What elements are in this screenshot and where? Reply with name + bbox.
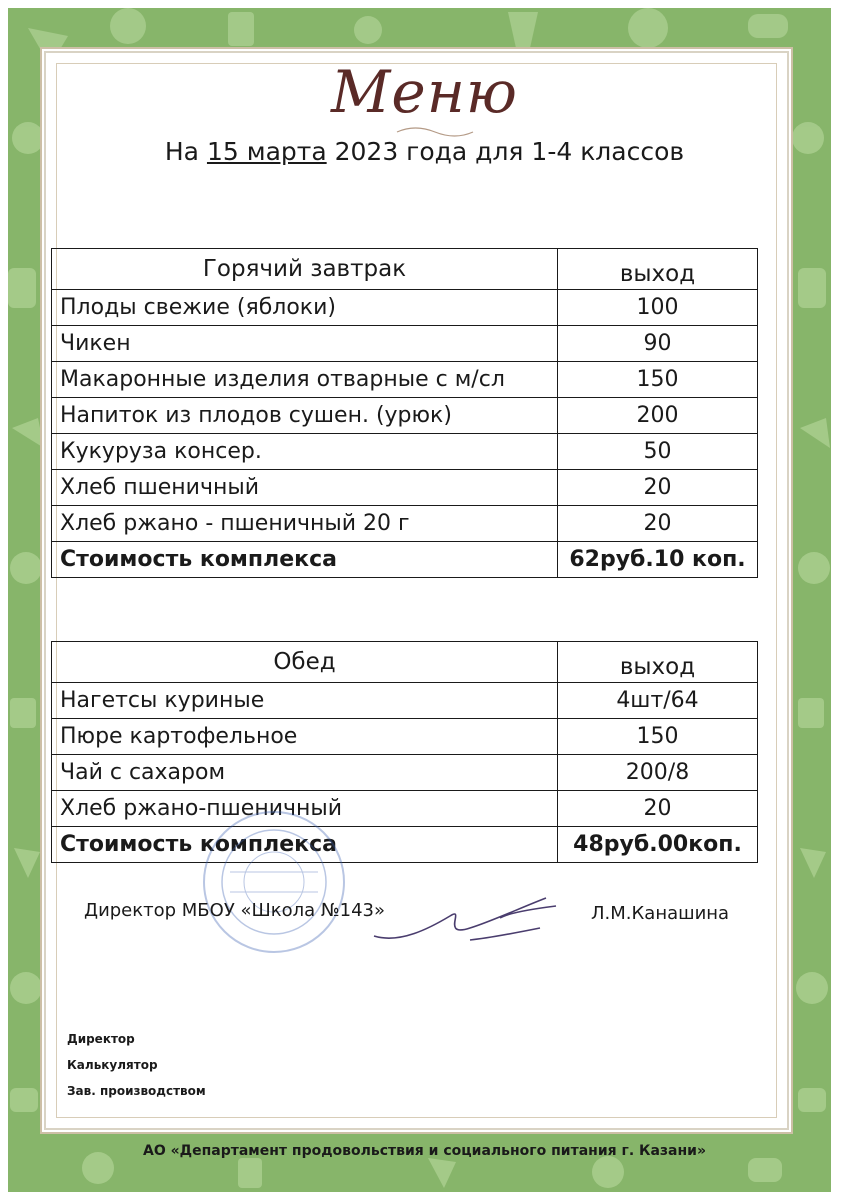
lunch-table	[51, 641, 758, 863]
dish-output: 90	[558, 326, 758, 362]
approval-roles	[67, 1032, 206, 1110]
director-name: Л.М.Канашина	[591, 903, 730, 924]
role-calculator: Калькулятор	[67, 1058, 158, 1072]
breakfast-output-header: выход	[558, 249, 758, 290]
dish-output: 20	[558, 506, 758, 542]
dish-name: Макаронные изделия отварные с м/сл	[52, 362, 558, 398]
dish-output: 20	[558, 470, 758, 506]
dish-output: 150	[558, 362, 758, 398]
breakfast-title: Горячий завтрак	[52, 249, 558, 290]
table-row	[52, 506, 758, 542]
role-production-head: Зав. производством	[67, 1084, 206, 1098]
table-row	[52, 719, 758, 755]
breakfast-table	[51, 248, 758, 578]
dish-output: 150	[558, 719, 758, 755]
dish-output: 4шт/64	[558, 683, 758, 719]
lunch-header-row	[52, 642, 758, 683]
table-row	[52, 362, 758, 398]
dish-name: Чикен	[52, 326, 558, 362]
dish-name: Хлеб пшеничный	[52, 470, 558, 506]
subtitle-suffix: 2023 года для 1-4 классов	[334, 137, 685, 166]
total-price: 48руб.00коп.	[558, 827, 758, 863]
dish-name: Плоды свежие (яблоки)	[52, 290, 558, 326]
table-row	[52, 290, 758, 326]
table-row	[52, 755, 758, 791]
footer-organization: АО «Департамент продовольствия и социального питания г. Казани»	[142, 1143, 707, 1159]
breakfast-total-row	[52, 542, 758, 578]
sheet-border	[56, 63, 777, 1118]
table-row	[52, 683, 758, 719]
breakfast-header-row	[52, 249, 758, 290]
menu-date-line	[0, 137, 849, 166]
lunch-title: Обед	[52, 642, 558, 683]
dish-output: 100	[558, 290, 758, 326]
total-label: Стоимость комплекса	[52, 827, 558, 863]
dish-name: Хлеб ржано-пшеничный	[52, 791, 558, 827]
dish-name: Напиток из плодов сушен. (урюк)	[52, 398, 558, 434]
dish-name: Нагетсы куриные	[52, 683, 558, 719]
dish-name: Пюре картофельное	[52, 719, 558, 755]
dish-output: 200	[558, 398, 758, 434]
table-row	[52, 791, 758, 827]
director-signature-icon	[370, 888, 560, 948]
table-row	[52, 434, 758, 470]
dish-output: 50	[558, 434, 758, 470]
lunch-total-row	[52, 827, 758, 863]
table-row	[52, 326, 758, 362]
green-food-pattern-frame	[8, 8, 831, 1192]
dish-output: 200/8	[558, 755, 758, 791]
dish-name: Хлеб ржано - пшеничный 20 г	[52, 506, 558, 542]
menu-sheet	[46, 53, 787, 1128]
dish-output: 20	[558, 791, 758, 827]
page-title: Меню	[331, 58, 518, 126]
menu-date: 15 марта	[206, 137, 327, 166]
total-price: 62руб.10 коп.	[558, 542, 758, 578]
dish-name: Кукуруза консер.	[52, 434, 558, 470]
total-label: Стоимость комплекса	[52, 542, 558, 578]
table-row	[52, 470, 758, 506]
role-director: Директор	[67, 1032, 135, 1046]
table-row	[52, 398, 758, 434]
subtitle-prefix: На	[164, 137, 199, 166]
lunch-output-header: выход	[558, 642, 758, 683]
school-stamp-icon	[200, 808, 348, 956]
dish-name: Чай с сахаром	[52, 755, 558, 791]
director-title: Директор МБОУ «Школа №143»	[84, 900, 386, 921]
